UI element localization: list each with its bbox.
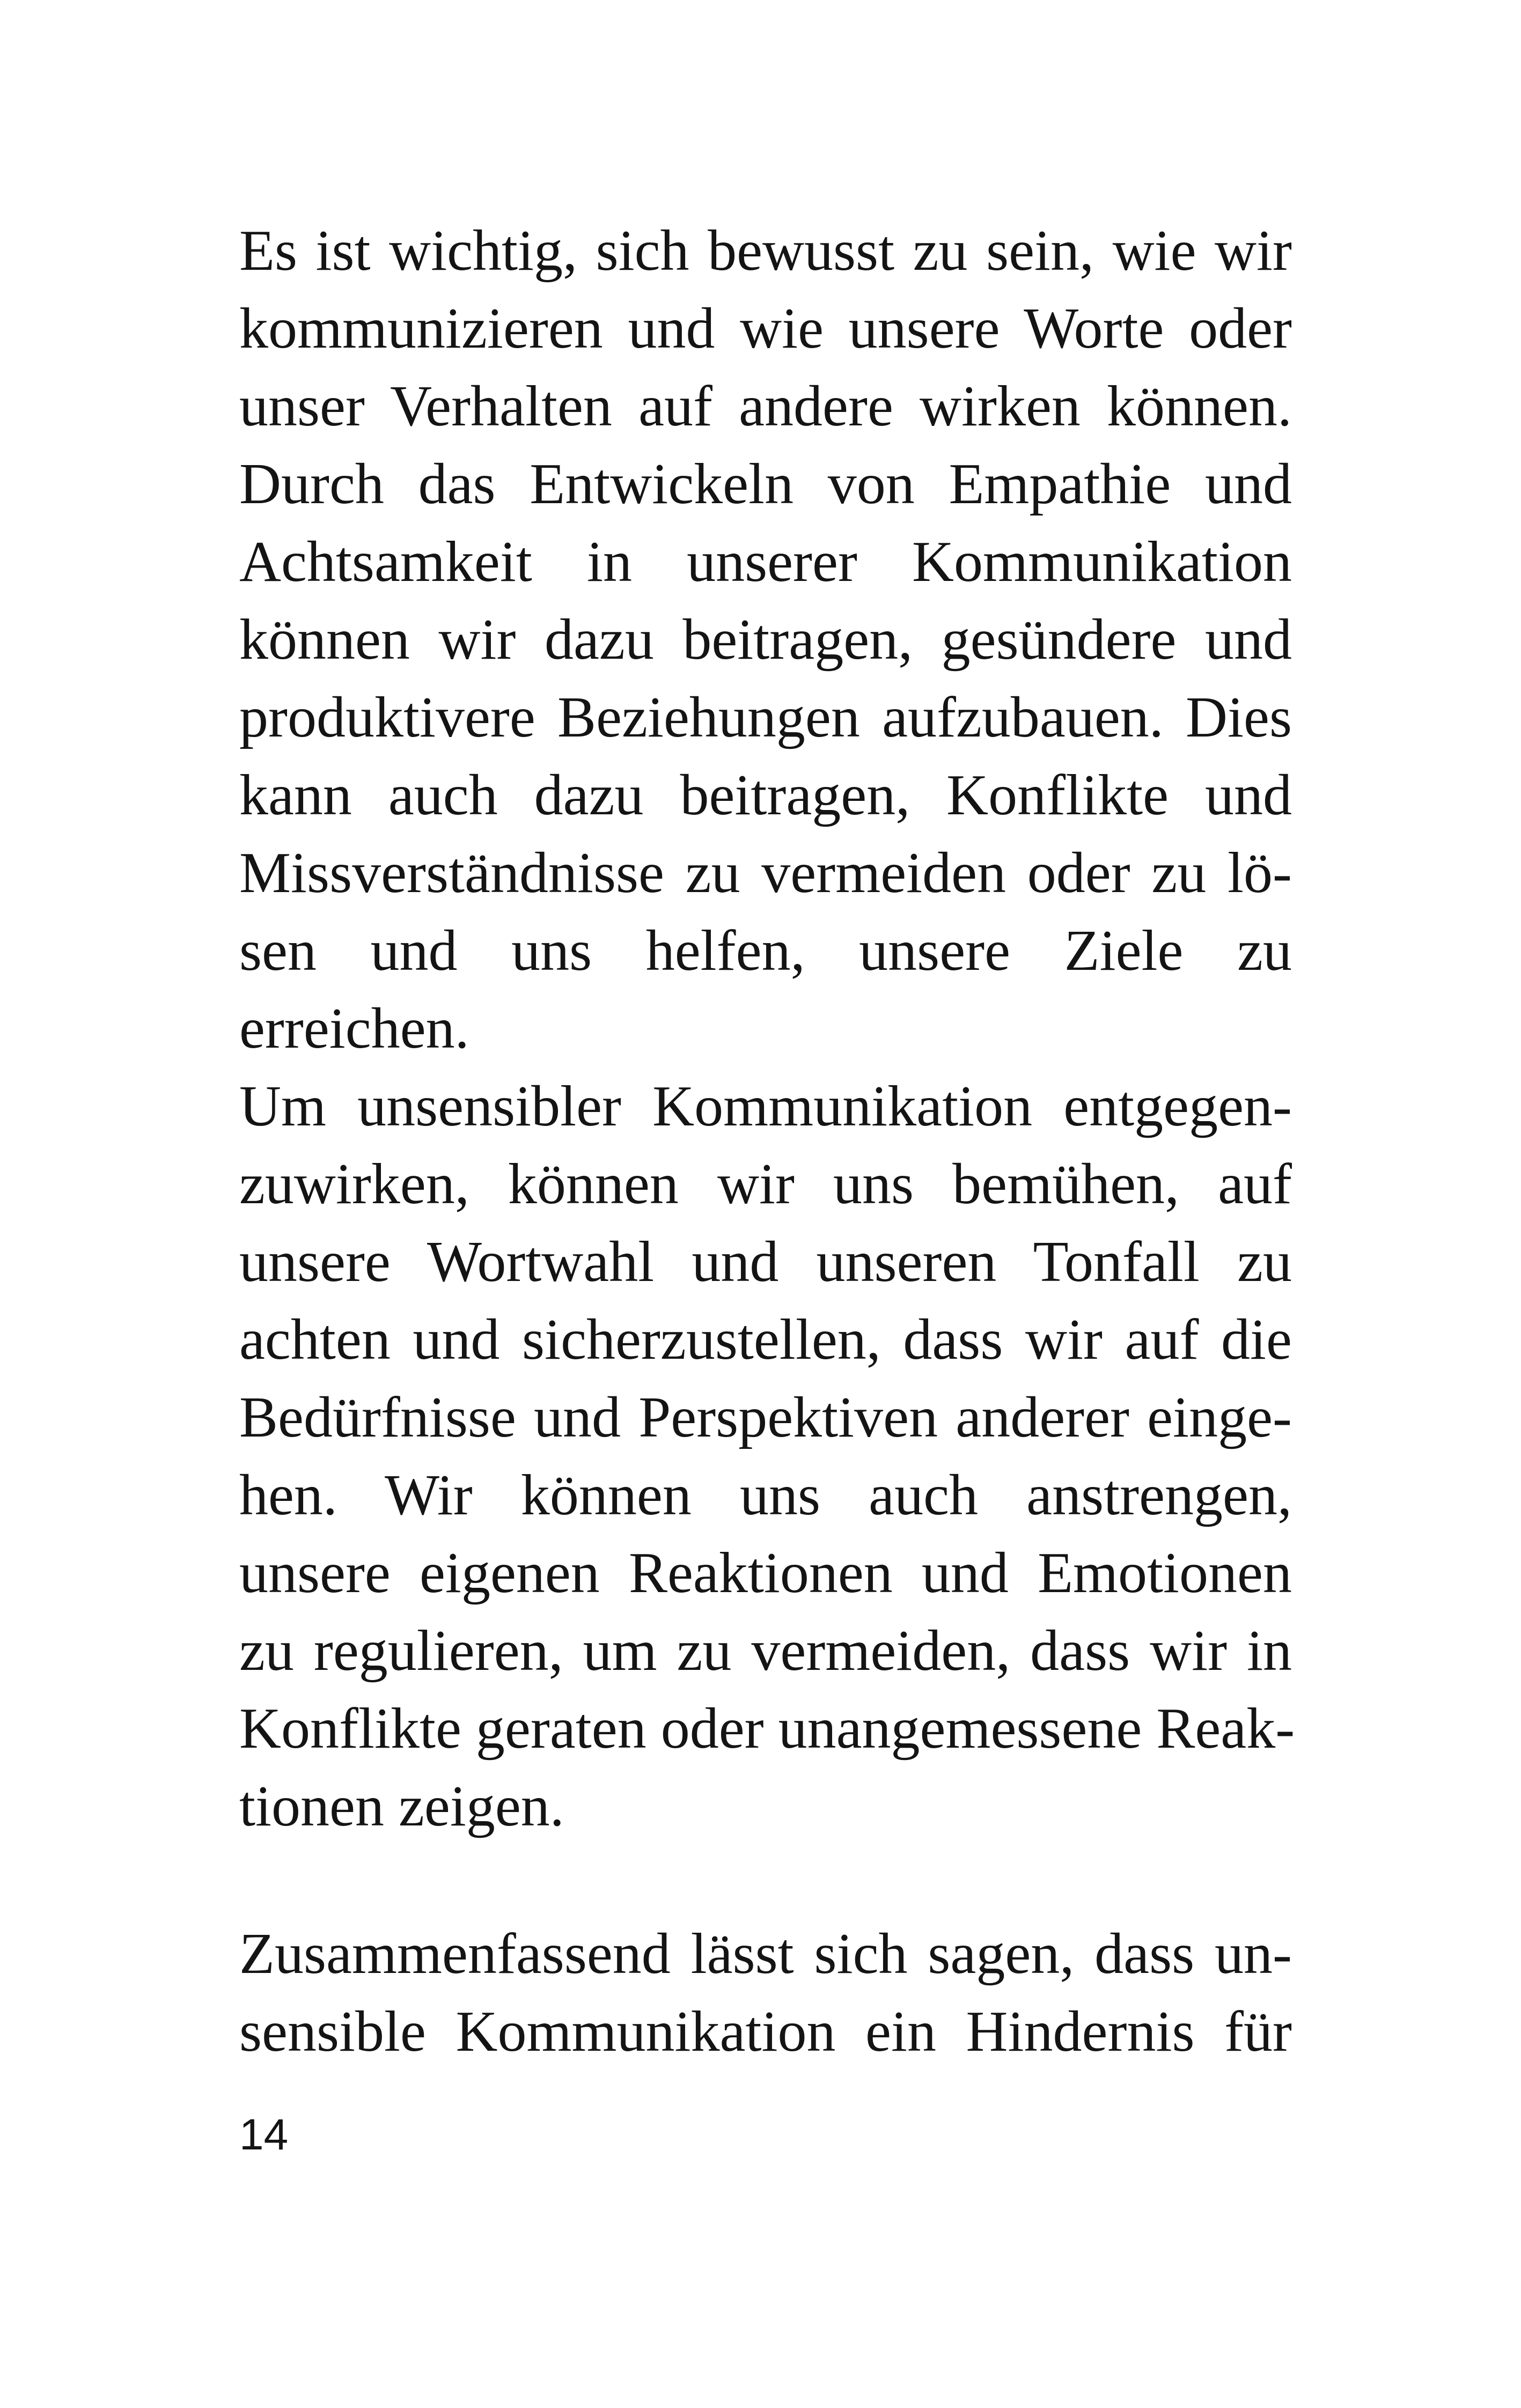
paragraph-3	[239, 1915, 1292, 2071]
page-number: 14	[239, 2110, 289, 2159]
text-line: sen und uns helfen, unsere Ziele zu	[239, 919, 1292, 983]
text-line: zuwirken, können wir uns bemühen, auf	[239, 1152, 1292, 1216]
text-line: produktivere Beziehungen aufzubauen. Dies	[239, 686, 1292, 749]
text-line: Um unsensibler Kommunikation entgegen-	[239, 1074, 1292, 1138]
text-line: unser Verhalten auf andere wirken können.	[239, 374, 1292, 438]
text-line: unsere eigenen Reaktionen und Emotionen	[239, 1541, 1292, 1605]
text-line: können wir dazu beitragen, gesündere und	[239, 608, 1292, 672]
text-line: Konflikte geraten oder unangemessene Reak-	[239, 1697, 1295, 1761]
text-line: Durch das Entwickeln von Empathie und	[239, 452, 1292, 516]
paragraph-2	[239, 1067, 1295, 1845]
paragraph-1	[239, 212, 1292, 1067]
text-line: Missverständnisse zu vermeiden oder zu lö-	[239, 841, 1292, 905]
text-line: achten und sicherzustellen, dass wir auf die	[239, 1308, 1292, 1372]
text-line: kann auch dazu beitragen, Konflikte und	[239, 763, 1292, 827]
text-line: Es ist wichtig, sich bewusst zu sein, wie wir	[239, 219, 1292, 283]
text-line: Achtsamkeit in unserer Kommunikation	[239, 530, 1292, 594]
text-line: kommunizieren und wie unsere Worte oder	[239, 297, 1292, 360]
text-line: Zusammenfassend lässt sich sagen, dass un-	[239, 1922, 1292, 1986]
text-line: hen. Wir können uns auch anstrengen,	[239, 1463, 1292, 1527]
text-line: tionen zeigen.	[239, 1774, 564, 1838]
text-line: unsere Wortwahl und unseren Tonfall zu	[239, 1230, 1292, 1294]
text-line: Bedürfnisse und Perspektiven anderer einge-	[239, 1386, 1292, 1449]
text-line: erreichen.	[239, 997, 469, 1061]
text-line: zu regulieren, um zu vermeiden, dass wir in	[239, 1619, 1292, 1683]
text-line: sensible Kommunikation ein Hindernis für	[239, 2000, 1292, 2064]
